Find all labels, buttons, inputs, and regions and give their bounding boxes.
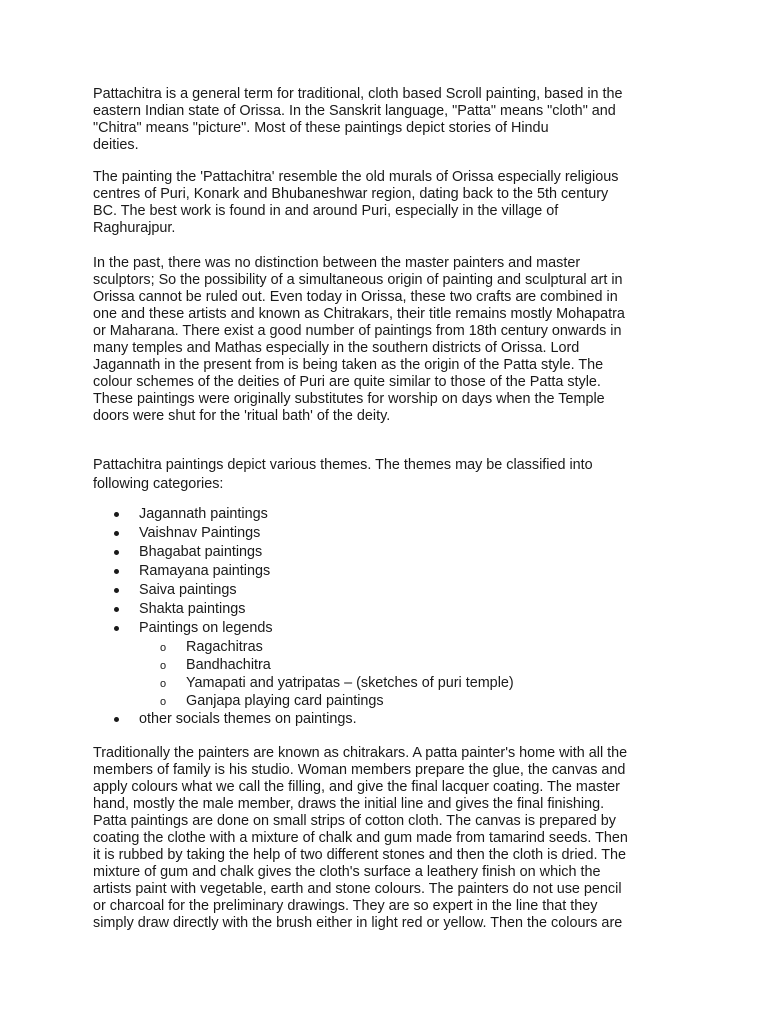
bullet-icon bbox=[114, 717, 119, 722]
text-line: Pattachitra paintings depict various themes. The themes may be classified into bbox=[93, 457, 593, 473]
text-line: "Chitra" means "picture". Most of these paintings depict stories of Hindu bbox=[93, 120, 549, 136]
text-line: sculptors; So the possibility of a simultaneous origin of painting and sculptural art in bbox=[93, 272, 623, 288]
category-label: Bhagabat paintings bbox=[139, 544, 263, 560]
list-item bbox=[93, 543, 673, 562]
text-line: Pattachitra is a general term for traditional, cloth based Scroll painting, based in the bbox=[93, 86, 623, 102]
list-item bbox=[93, 619, 673, 638]
category-label: Jagannath paintings bbox=[139, 506, 268, 522]
category-label: Saiva paintings bbox=[139, 582, 237, 598]
category-label: Shakta paintings bbox=[139, 601, 246, 617]
text-line: colour schemes of the deities of Puri are quite similar to those of the Patta style. bbox=[93, 374, 601, 390]
text-line: mixture of gum and chalk gives the cloth's surface a leathery finish on which the bbox=[93, 864, 601, 880]
bullet-icon bbox=[114, 626, 119, 631]
subcategory-label: Bandhachitra bbox=[186, 657, 271, 673]
list-item bbox=[93, 524, 673, 543]
circle-bullet-icon: o bbox=[160, 660, 167, 672]
list-item bbox=[93, 505, 673, 524]
paragraph-history bbox=[93, 255, 673, 425]
subcategory-label: Yamapati and yatripatas – (sketches of puri temple) bbox=[186, 675, 514, 691]
text-line: doors were shut for the 'ritual bath' of the deity. bbox=[93, 408, 391, 424]
text-line: it is rubbed by taking the help of two different stones and then the cloth is dried. The bbox=[93, 847, 627, 863]
categories-list bbox=[93, 505, 673, 638]
text-line: deities. bbox=[93, 137, 139, 153]
legend-subcategories-list bbox=[93, 638, 673, 710]
text-line: members of family is his studio. Woman members prepare the glue, the canvas and bbox=[93, 762, 626, 778]
text-line: Jagannath in the present from is being taken as the origin of the Patta style. The bbox=[93, 357, 604, 373]
list-item bbox=[93, 581, 673, 600]
text-line: In the past, there was no distinction between the master painters and master bbox=[93, 255, 581, 271]
sub-list-item bbox=[93, 692, 673, 710]
subcategory-label: Ragachitras bbox=[186, 639, 263, 655]
category-label: Ramayana paintings bbox=[139, 563, 271, 579]
text-line: eastern Indian state of Orissa. In the Sanskrit language, "Patta" means "cloth" and bbox=[93, 103, 616, 119]
bullet-icon bbox=[114, 607, 119, 612]
circle-bullet-icon: o bbox=[160, 678, 167, 690]
text-line: one and these artists and known as Chitrakars, their title remains mostly Mohapatra bbox=[93, 306, 625, 322]
bullet-icon bbox=[114, 550, 119, 555]
text-line: Raghurajpur. bbox=[93, 220, 176, 236]
text-line: or charcoal for the preliminary drawings. They are so expert in the line that they bbox=[93, 898, 598, 914]
category-label: other socials themes on paintings. bbox=[139, 711, 357, 727]
text-line: centres of Puri, Konark and Bhubaneshwar region, dating back to the 5th century bbox=[93, 186, 609, 202]
text-line: Orissa cannot be ruled out. Even today in Orissa, these two crafts are combined in bbox=[93, 289, 618, 305]
document-page bbox=[93, 86, 673, 932]
text-line: BC. The best work is found in and around Puri, especially in the village of bbox=[93, 203, 559, 219]
text-line: or Maharana. There exist a good number of paintings from 18th century onwards in bbox=[93, 323, 622, 339]
text-line: The painting the 'Pattachitra' resemble the old murals of Orissa especially religious bbox=[93, 169, 619, 185]
categories-list-end bbox=[93, 710, 673, 729]
sub-list-item bbox=[93, 656, 673, 674]
paragraph-intro bbox=[93, 86, 673, 154]
text-line: artists paint with vegetable, earth and stone colours. The painters do not use pencil bbox=[93, 881, 622, 897]
text-line: Traditionally the painters are known as chitrakars. A patta painter's home with all the bbox=[93, 745, 628, 761]
text-line: many temples and Mathas especially in the southern districts of Orissa. Lord bbox=[93, 340, 580, 356]
sub-list-item bbox=[93, 674, 673, 692]
category-label: Paintings on legends bbox=[139, 620, 273, 636]
text-line: coating the clothe with a mixture of chalk and gum made from tamarind seeds. Then bbox=[93, 830, 628, 846]
text-line: hand, mostly the male member, draws the initial line and gives the final finishing. bbox=[93, 796, 605, 812]
bullet-icon bbox=[114, 588, 119, 593]
text-line: apply colours what we call the filling, and give the final lacquer coating. The master bbox=[93, 779, 620, 795]
sub-list-item bbox=[93, 638, 673, 656]
text-line: simply draw directly with the brush either in light red or yellow. Then the colours are bbox=[93, 915, 623, 931]
circle-bullet-icon: o bbox=[160, 642, 167, 654]
text-line: These paintings were originally substitutes for worship on days when the Temple bbox=[93, 391, 605, 407]
paragraph-murals bbox=[93, 169, 673, 237]
text-line: Patta paintings are done on small strips of cotton cloth. The canvas is prepared by bbox=[93, 813, 616, 829]
paragraph-themes-intro bbox=[93, 457, 673, 493]
text-line: following categories: bbox=[93, 476, 224, 492]
list-item bbox=[93, 562, 673, 581]
list-item bbox=[93, 710, 673, 729]
bullet-icon bbox=[114, 512, 119, 517]
category-label: Vaishnav Paintings bbox=[139, 525, 261, 541]
bullet-icon bbox=[114, 569, 119, 574]
paragraph-process bbox=[93, 745, 673, 932]
list-item bbox=[93, 600, 673, 619]
subcategory-label: Ganjapa playing card paintings bbox=[186, 693, 384, 709]
bullet-icon bbox=[114, 531, 119, 536]
circle-bullet-icon: o bbox=[160, 696, 167, 708]
